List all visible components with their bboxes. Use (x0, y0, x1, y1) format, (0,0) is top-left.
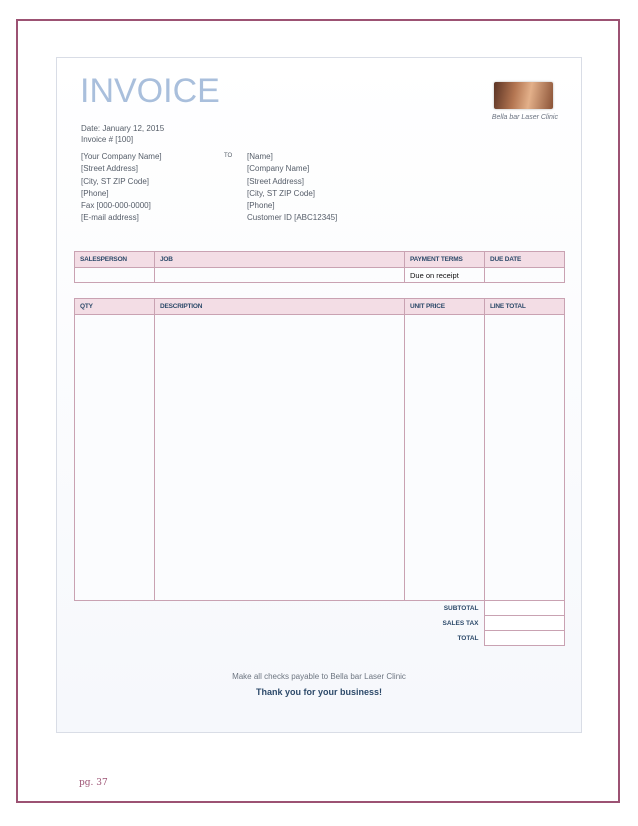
table-row (75, 268, 565, 283)
salesperson-cell[interactable] (75, 268, 155, 283)
from-email: [E-mail address] (81, 213, 139, 223)
total-value[interactable] (484, 631, 564, 646)
clinic-logo-image (494, 82, 553, 109)
salesperson-header: SALESPERSON (75, 252, 155, 268)
thank-you-note: Thank you for your business! (255, 687, 383, 697)
unit-price-cell[interactable] (405, 315, 485, 601)
to-label: TO (224, 153, 233, 159)
to-company: [Company Name] (247, 164, 310, 174)
line-total-header: LINE TOTAL (485, 299, 565, 315)
payment-terms-header: PAYMENT TERMS (405, 252, 485, 268)
from-phone: [Phone] (81, 188, 109, 198)
to-address (247, 151, 337, 225)
due-date-cell[interactable] (485, 268, 565, 283)
sales-tax-label: SALES TAX (442, 619, 479, 627)
from-city: [City, ST ZIP Code] (81, 176, 150, 186)
from-street: [Street Address] (81, 164, 138, 174)
subtotal-label: SUBTOTAL (443, 604, 479, 612)
unit-price-header: UNIT PRICE (405, 299, 485, 315)
subtotal-value[interactable] (484, 601, 564, 616)
description-cell[interactable] (155, 315, 405, 601)
logo-caption: Bella bar Laser Clinic (491, 114, 558, 121)
to-street: [Street Address] (247, 176, 304, 186)
line-total-cell[interactable] (485, 315, 565, 601)
invoice-title: INVOICE (80, 72, 220, 110)
qty-header: QTY (75, 299, 155, 315)
to-name: [Name] (247, 152, 273, 161)
from-fax: Fax [000-000-0000] (81, 201, 151, 211)
from-address (81, 151, 162, 225)
qty-cell[interactable] (75, 315, 155, 601)
invoice-number: Invoice # [100] (81, 135, 134, 144)
checks-payable-note: Make all checks payable to Bella bar Laser Clinic (232, 672, 406, 681)
totals-table (404, 600, 565, 646)
invoice-meta (81, 123, 164, 145)
from-company: [Your Company Name] (81, 152, 162, 161)
table-row (75, 315, 565, 601)
invoice-date: Date: January 12, 2015 (81, 124, 165, 133)
total-label: TOTAL (457, 634, 479, 642)
to-city: [City, ST ZIP Code] (247, 188, 316, 198)
due-date-header: DUE DATE (485, 252, 565, 268)
page-number: pg. 37 (79, 778, 108, 788)
to-phone: [Phone] (247, 201, 275, 211)
job-header: JOB (155, 252, 405, 268)
job-cell[interactable] (155, 268, 405, 283)
payment-terms-cell[interactable]: Due on receipt (405, 268, 485, 283)
to-customer-id: Customer ID [ABC12345] (247, 213, 338, 223)
sales-tax-value[interactable] (484, 616, 564, 631)
items-table (74, 298, 565, 601)
job-table (74, 251, 565, 283)
description-header: DESCRIPTION (155, 299, 405, 315)
